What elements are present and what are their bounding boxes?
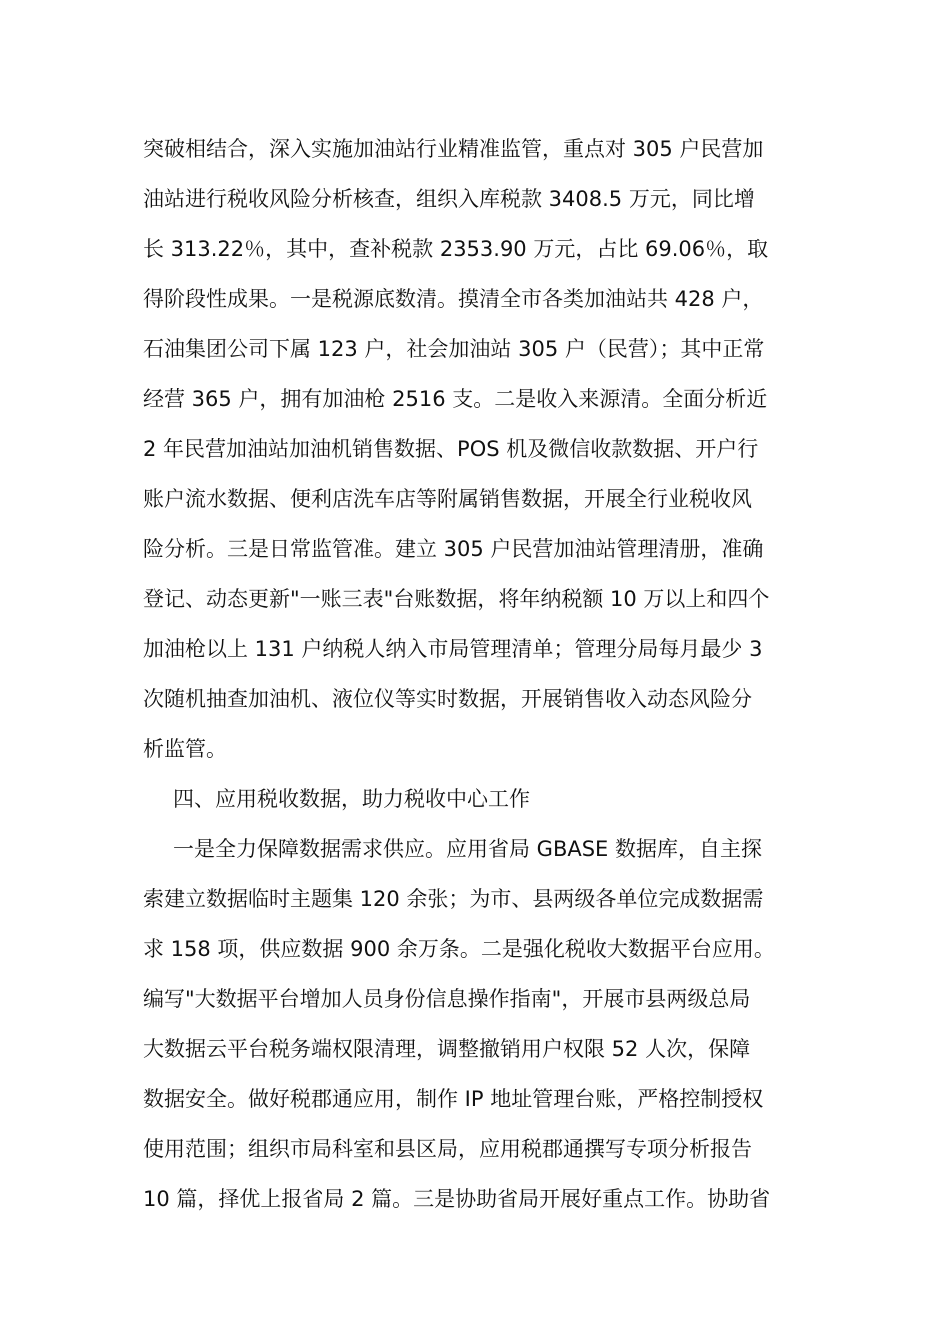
paragraph-line: 登记、动态更新"一账三表"台账数据，将年纳税额 10 万以上和四个 <box>143 587 770 611</box>
paragraph-line: 突破相结合，深入实施加油站行业精准监管，重点对 305 户民营加 <box>143 137 764 161</box>
paragraph-line: 石油集团公司下属 123 户，社会加油站 305 户（民营）；其中正常 <box>143 337 765 361</box>
paragraph-line: 得阶段性成果。一是税源底数清。摸清全市各类加油站共 428 户， <box>143 287 764 311</box>
paragraph-line: 索建立数据临时主题集 120 余张；为市、县两级各单位完成数据需 <box>143 887 764 911</box>
paragraph-line: 求 158 项，供应数据 900 余万条。二是强化税收大数据平台应用。 <box>143 937 775 961</box>
paragraph-line: 险分析。三是日常监管准。建立 305 户民营加油站管理清册，准确 <box>143 537 764 561</box>
paragraph-line: 析监管。 <box>143 737 227 761</box>
paragraph-line: 经营 365 户，拥有加油枪 2516 支。二是收入来源清。全面分析近 <box>143 387 768 411</box>
paragraph-line: 使用范围；组织市局科室和县区局，应用税郡通撰写专项分析报告 <box>143 1137 752 1161</box>
paragraph-line: 一是全力保障数据需求供应。应用省局 GBASE 数据库，自主探 <box>173 837 762 861</box>
section-heading: 四、应用税收数据，助力税收中心工作 <box>173 787 530 811</box>
paragraph-line: 10 篇，择优上报省局 2 篇。三是协助省局开展好重点工作。协助省 <box>143 1187 771 1211</box>
paragraph-line: 2 年民营加油站加油机销售数据、POS 机及微信收款数据、开户行 <box>143 437 759 461</box>
paragraph-line: 油站进行税收风险分析核查，组织入库税款 3408.5 万元，同比增 <box>143 187 755 211</box>
document-body <box>143 124 813 1224</box>
paragraph-line: 次随机抽查加油机、液位仪等实时数据，开展销售收入动态风险分 <box>143 687 752 711</box>
paragraph-line: 大数据云平台税务端权限清理，调整撤销用户权限 52 人次，保障 <box>143 1037 751 1061</box>
paragraph-line: 长 313.22％，其中，查补税款 2353.90 万元，占比 69.06％，取 <box>143 237 769 261</box>
paragraph-line: 加油枪以上 131 户纳税人纳入市局管理清单；管理分局每月最少 3 <box>143 637 763 661</box>
paragraph-line: 编写"大数据平台增加人员身份信息操作指南"，开展市县两级总局 <box>143 987 751 1011</box>
paragraph-line: 账户流水数据、便利店洗车店等附属销售数据，开展全行业税收风 <box>143 487 752 511</box>
paragraph-line: 数据安全。做好税郡通应用，制作 IP 地址管理台账，严格控制授权 <box>143 1087 764 1111</box>
